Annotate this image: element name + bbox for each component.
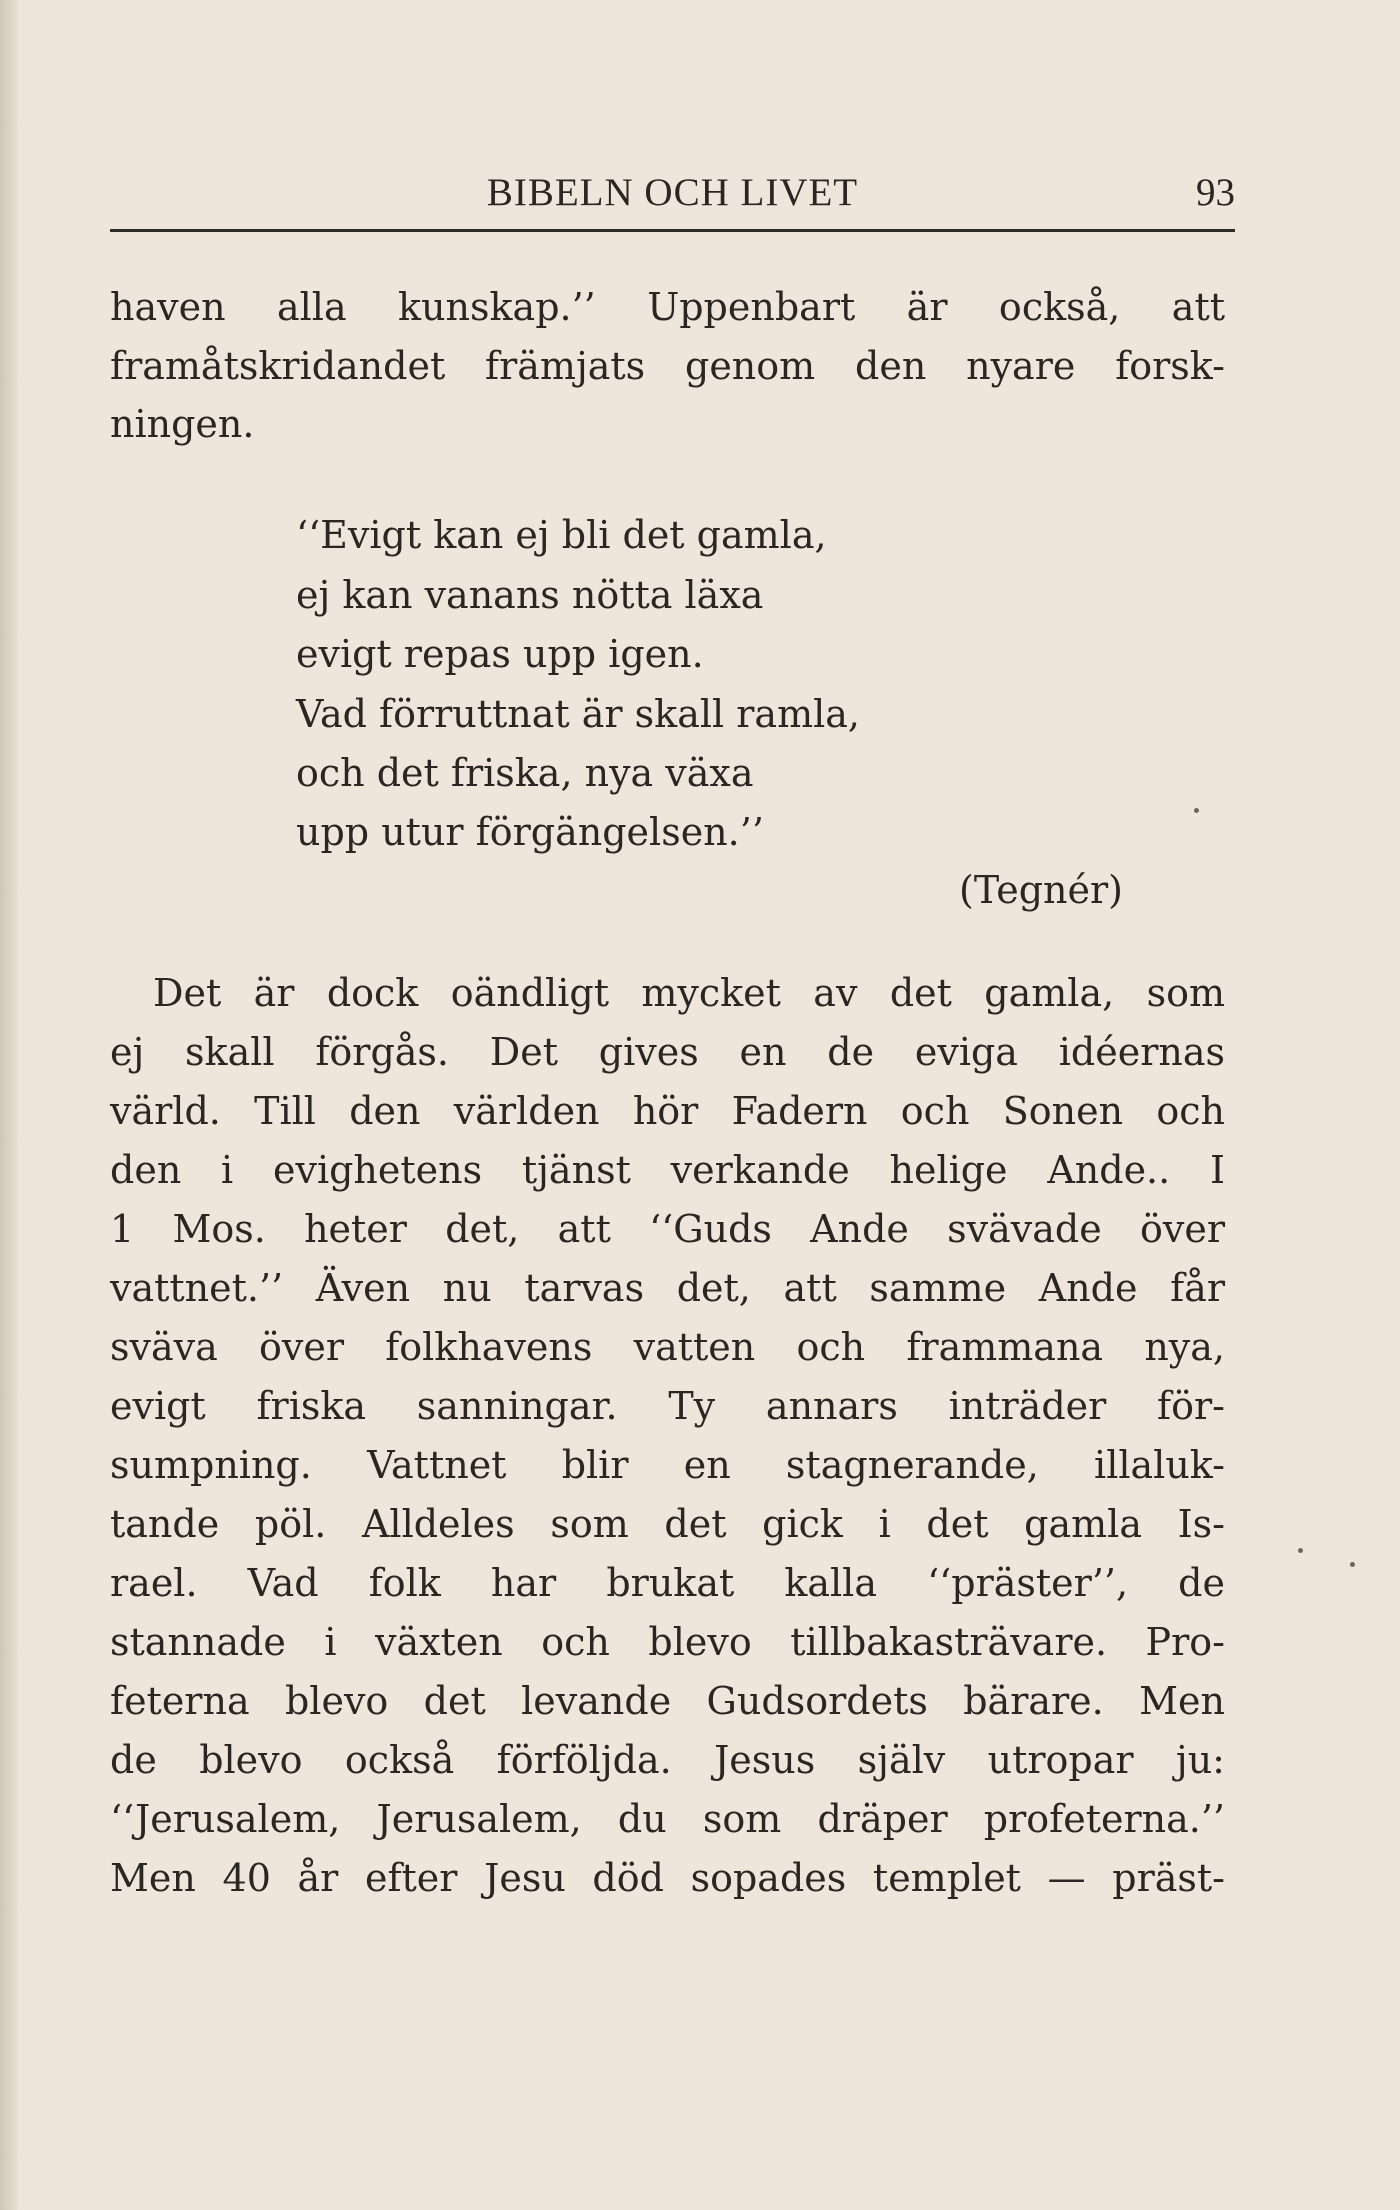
- paragraph-line: den i evighetens tjänst verkande helige Ande.. I: [110, 1148, 1225, 1192]
- paper-speck: [1194, 808, 1199, 813]
- header-rule: [110, 229, 1235, 232]
- paragraph-line: ej skall förgås. Det gives en de eviga idéernas: [110, 1030, 1225, 1074]
- poem-line: upp utur förgängelsen.’’: [296, 810, 764, 854]
- paragraph-line: ningen.: [110, 402, 255, 446]
- paragraph-line: tande pöl. Alldeles som det gick i det gamla Is-: [110, 1502, 1225, 1546]
- poem-attribution: (Tegnér): [959, 868, 1123, 912]
- page-number: 93: [1196, 171, 1235, 214]
- paragraph-line: framåtskridandet främjats genom den nyare forsk-: [110, 344, 1225, 388]
- poem-line: Vad förruttnat är skall ramla,: [296, 692, 860, 736]
- paragraph-line: värld. Till den världen hör Fadern och Sonen och: [110, 1089, 1225, 1133]
- paragraph-line: Det är dock oändligt mycket av det gamla, som: [153, 971, 1225, 1015]
- paragraph-line: haven alla kunskap.’’ Uppenbart är också, att: [110, 285, 1225, 329]
- paragraph-line: ‘‘Jerusalem, Jerusalem, du som dräper profeterna.’’: [110, 1797, 1225, 1841]
- running-head: BIBELN OCH LIVET: [486, 171, 859, 214]
- poem-line: ej kan vanans nötta läxa: [296, 573, 764, 617]
- paragraph-line: sväva över folkhavens vatten och frammana nya,: [110, 1325, 1225, 1369]
- page-header: [110, 170, 1235, 220]
- paragraph-line: feterna blevo det levande Gudsordets bärare. Men: [110, 1679, 1225, 1723]
- paragraph-line: vattnet.’’ Även nu tarvas det, att samme Ande får: [110, 1266, 1225, 1310]
- poem-line: ‘‘Evigt kan ej bli det gamla,: [296, 513, 827, 557]
- poem-line: evigt repas upp igen.: [296, 632, 704, 676]
- poem-line: och det friska, nya växa: [296, 751, 754, 795]
- paper-speck: [1350, 1562, 1355, 1567]
- paragraph-line: stannade i växten och blevo tillbakasträvare. Pro-: [110, 1620, 1225, 1664]
- paragraph-line: Men 40 år efter Jesu död sopades templet — präst-: [110, 1856, 1225, 1900]
- paragraph-line: sumpning. Vattnet blir en stagnerande, illaluk-: [110, 1443, 1225, 1487]
- paragraph-line: de blevo också förföljda. Jesus själv utropar ju:: [110, 1738, 1225, 1782]
- paragraph-line: rael. Vad folk har brukat kalla ‘‘präster’’, de: [110, 1561, 1225, 1605]
- page-binding-edge: [0, 0, 18, 2210]
- paragraph-line: 1 Mos. heter det, att ‘‘Guds Ande svävade över: [110, 1207, 1225, 1251]
- paragraph-line: evigt friska sanningar. Ty annars inträder för-: [110, 1384, 1225, 1428]
- paper-speck: [1298, 1548, 1303, 1553]
